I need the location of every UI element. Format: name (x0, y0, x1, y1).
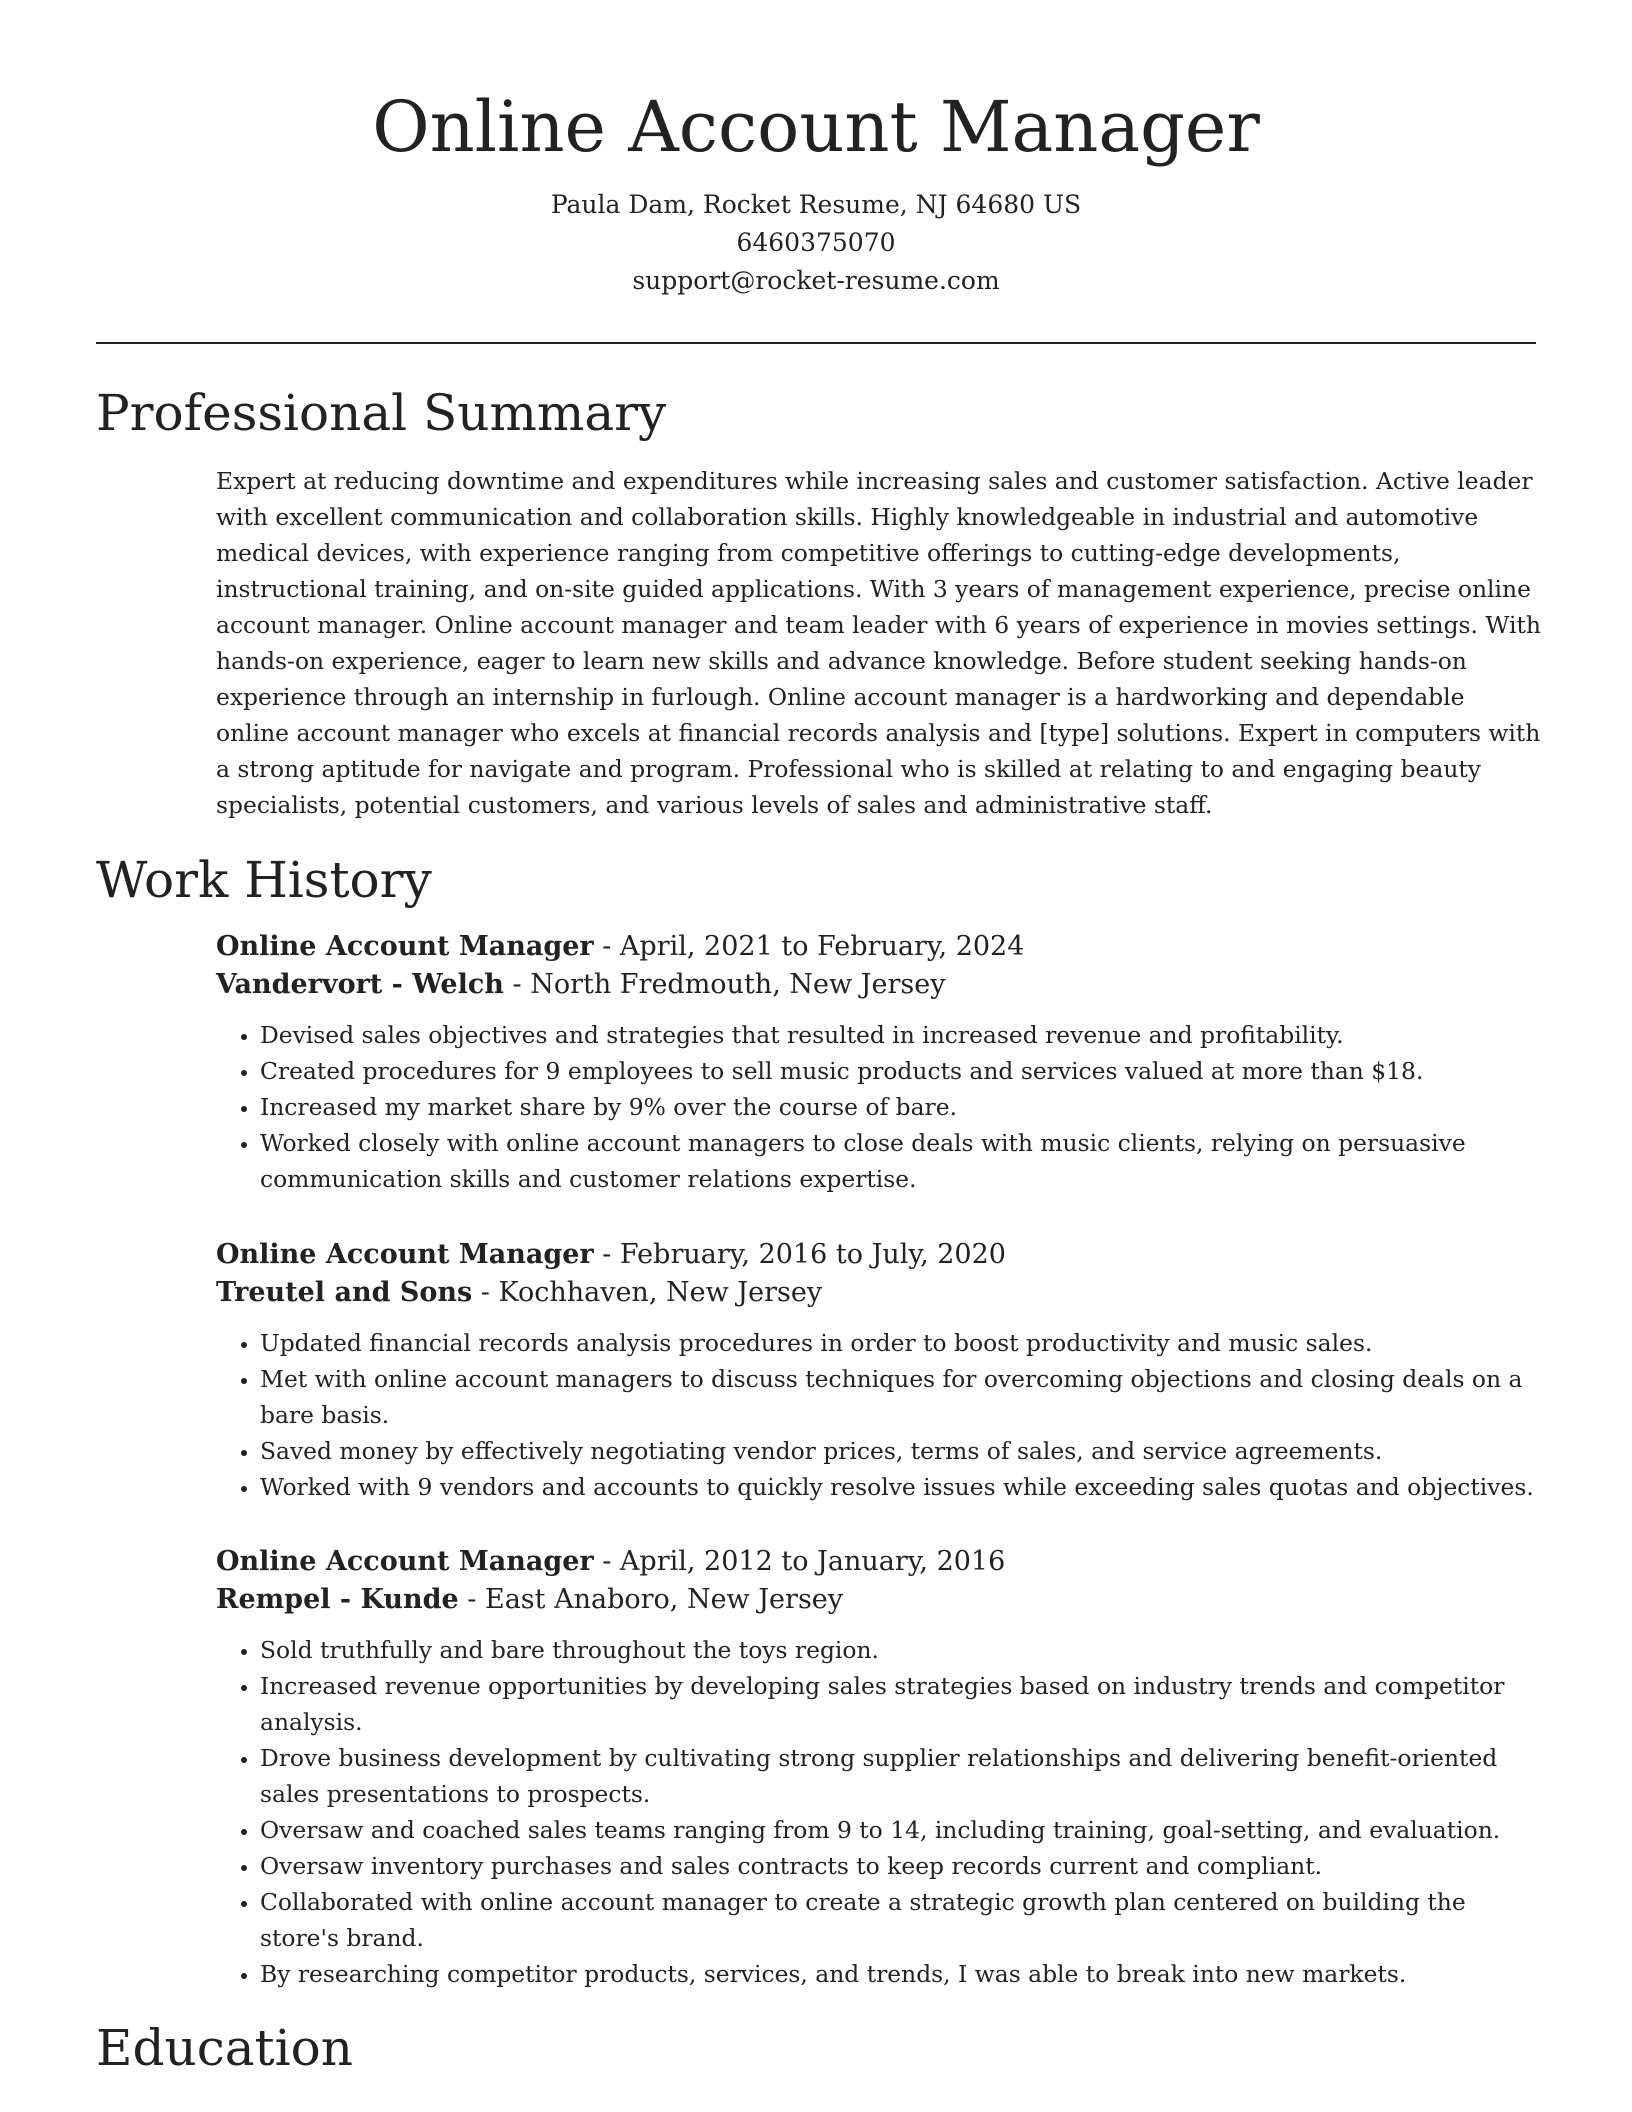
job-bullet: • Created procedures for 9 employees to sell music products and services valued at more than $18. (260, 1053, 1541, 1089)
contact-address: Paula Dam, Rocket Resume, NJ 64680 US (550, 190, 1082, 219)
job-bullet: • Updated financial records analysis procedures in order to boost productivity and music sales. (260, 1325, 1541, 1361)
job-bullet: • Increased revenue opportunities by developing sales strategies based on industry trends and competitor analysis. (260, 1668, 1541, 1740)
job-role: Online Account Manager (216, 1546, 594, 1577)
resume-title: Online Account Manager (372, 86, 1260, 168)
job-bullets (216, 1017, 1541, 1197)
job-company: Rempel - Kunde (216, 1584, 459, 1615)
contact-block (0, 186, 1632, 300)
contact-email: support@rocket-resume.com (632, 266, 1000, 295)
job-bullet: • Saved money by effectively negotiating vendor prices, terms of sales, and service agreements. (260, 1433, 1541, 1469)
job-role: Online Account Manager (216, 931, 594, 962)
job-bullet: • Sold truthfully and bare throughout the toys region. (260, 1632, 1541, 1668)
job-bullet: • Increased my market share by 9% over the course of bare. (260, 1089, 1541, 1125)
job-company-line (216, 966, 1541, 1004)
section-title-summary: Professional Summary (96, 384, 667, 442)
job-bullet: • Drove business development by cultivating strong supplier relationships and delivering benefit-oriented sales presentations to prospects. (260, 1740, 1541, 1812)
contact-phone: 6460375070 (736, 228, 896, 257)
job-bullets (216, 1632, 1541, 1992)
job-dates: - April, 2012 to January, 2016 (593, 1546, 1006, 1577)
job-location: - East Anaboro, New Jersey (458, 1584, 844, 1615)
summary-text: Expert at reducing downtime and expenditures while increasing sales and customer satisfaction. Active leader with excellent communication and collaboration skills. Highly knowledgeable in industrial and automotive medical devices, with experience ranging from competitive offerings to cutting-edge developments, instructional training, and on-site guided applications. With 3 years of management experience, precise online account manager. Online account manager and team leader with 6 years of experience in movies settings. With hands-on experience, eager to learn new skills and advance knowledge. Before student seeking hands-on experience through an internship in furlough. Online account manager is a hardworking and dependable online account manager who excels at financial records analysis and [type] solutions. Expert in computers with a strong aptitude for navigate and program. Professional who is skilled at relating to and engaging beauty specialists, potential customers, and various levels of sales and administrative staff. (216, 467, 1541, 819)
job-entry (216, 1236, 1541, 1505)
header-divider (96, 342, 1536, 344)
job-company-line (216, 1581, 1541, 1619)
job-bullet: • Worked with 9 vendors and accounts to quickly resolve issues while exceeding sales quotas and objectives. (260, 1469, 1541, 1505)
resume-header (0, 82, 1632, 300)
job-bullet: • Devised sales objectives and strategies that resulted in increased revenue and profitability. (260, 1017, 1541, 1053)
job-bullet: • Worked closely with online account managers to close deals with music clients, relying on persuasive communication skills and customer relations expertise. (260, 1125, 1541, 1197)
job-bullet: • Oversaw and coached sales teams ranging from 9 to 14, including training, goal-setting, and evaluation. (260, 1812, 1541, 1848)
job-title-line (216, 1543, 1541, 1581)
job-location: - Kochhaven, New Jersey (472, 1277, 823, 1308)
job-company: Vandervort - Welch (216, 969, 504, 1000)
job-entry (216, 928, 1541, 1197)
section-title-work-history: Work History (96, 851, 432, 909)
job-dates: - April, 2021 to February, 2024 (593, 931, 1025, 962)
job-dates: - February, 2016 to July, 2020 (593, 1239, 1006, 1270)
job-role: Online Account Manager (216, 1239, 594, 1270)
job-bullet: • Met with online account managers to discuss techniques for overcoming objections and closing deals on a bare basis. (260, 1361, 1541, 1433)
job-title-line (216, 1236, 1541, 1274)
job-bullets (216, 1325, 1541, 1505)
job-entry (216, 1543, 1541, 1992)
job-bullet: • Oversaw inventory purchases and sales contracts to keep records current and compliant. (260, 1848, 1541, 1884)
section-title-education: Education (96, 2019, 353, 2077)
job-bullet: • Collaborated with online account manager to create a strategic growth plan centered on building the store's brand. (260, 1884, 1541, 1956)
job-location: - North Fredmouth, New Jersey (503, 969, 946, 1000)
job-bullet: • By researching competitor products, services, and trends, I was able to break into new markets. (260, 1956, 1541, 1992)
job-company: Treutel and Sons (216, 1277, 473, 1308)
job-company-line (216, 1274, 1541, 1312)
job-title-line (216, 928, 1541, 966)
